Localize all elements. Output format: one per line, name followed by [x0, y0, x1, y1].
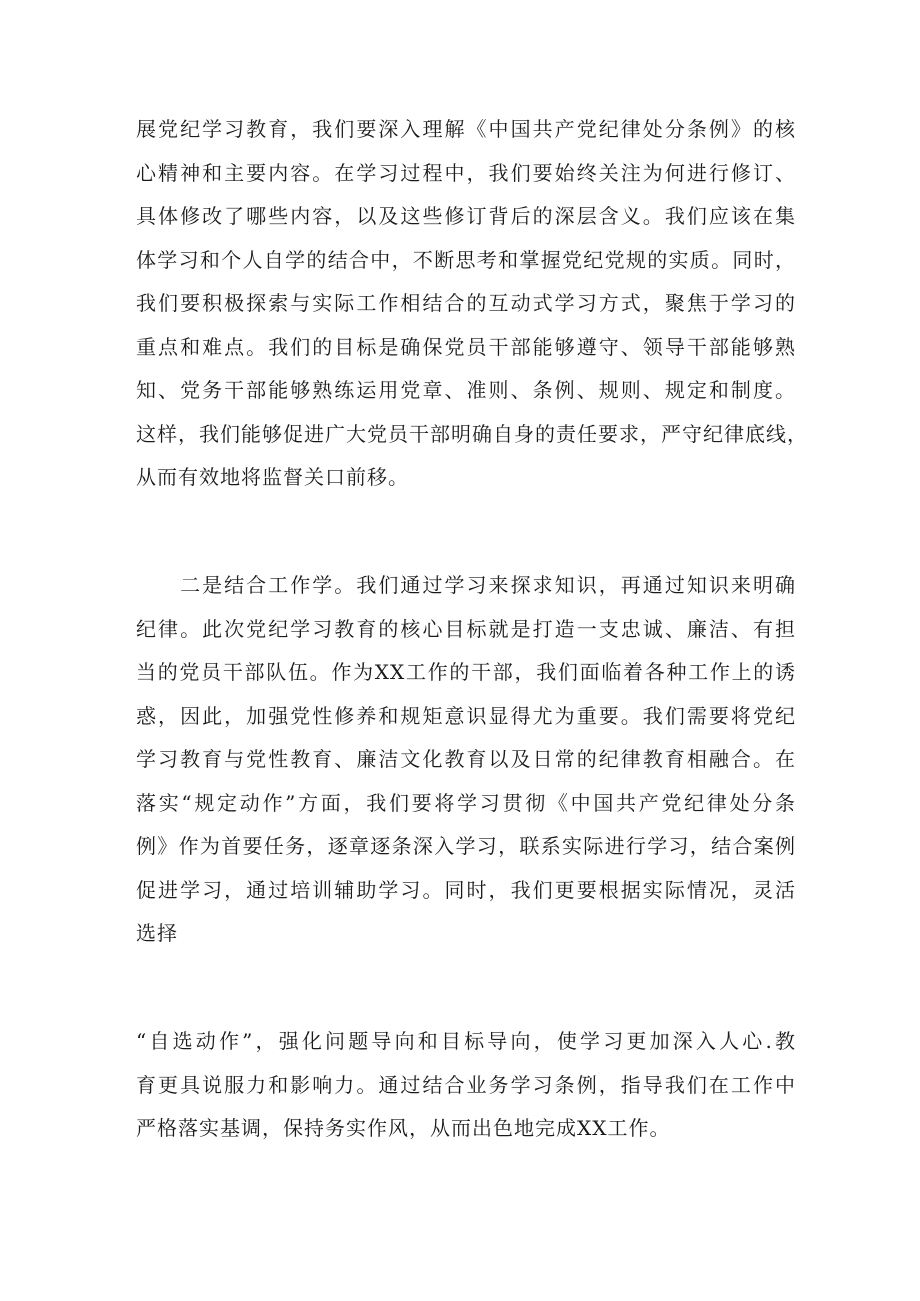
paragraph-line: 体学习和个人自学的结合中，不断思考和掌握党纪党规的实质。同时， — [136, 247, 796, 272]
paragraph-line: 具体修改了哪些内容，以及这些修订背后的深层含义。我们应该在集 — [136, 204, 796, 228]
paragraph-line: 我们要积极探索与实际工作相结合的互动式学习方式，聚焦于学习的 — [136, 291, 796, 315]
paragraph-line: 重点和难点。我们的目标是确保党员干部能够遵守、领导干部能够熟 — [136, 334, 796, 359]
paragraph-line: 严格落实基调，保持务实作风，从而出色地完成XX工作。 — [136, 1116, 671, 1140]
paragraph-line: 落实“规定动作”方面，我们要将学习贯彻《中国共产党纪律处分条 — [136, 790, 796, 815]
paragraph-line: 惑，因此，加强党性修养和规矩意识显得尤为重要。我们需要将党纪 — [136, 703, 796, 728]
paragraph-line: 学习教育与党性教育、廉洁文化教育以及日常的纪律教育相融合。在 — [136, 747, 796, 771]
paragraph-line: “自选动作”，强化问题导向和目标导向，使学习更加深入人心.教 — [136, 1029, 796, 1053]
paragraph-1 — [136, 108, 808, 500]
paragraph-line: 心精神和主要内容。在学习过程中，我们要始终关注为何进行修订、 — [136, 160, 796, 185]
paragraph-line: 二是结合工作学。我们通过学习来探求知识，再通过知识来明确 — [136, 573, 796, 597]
paragraph-line: 选择 — [136, 921, 178, 945]
paragraph-line: 例》作为首要任务，逐章逐条深入学习，联系实际进行学习，结合案例 — [136, 834, 796, 858]
paragraph-3 — [136, 1020, 796, 1151]
paragraph-line: 从而有效地将监督关口前移。 — [136, 465, 409, 489]
paragraph-line: 纪律。此次党纪学习教育的核心目标就是打造一支忠诚、廉洁、有担 — [136, 616, 796, 641]
paragraph-line: 展党纪学习教育，我们要深入理解《中国共产党纪律处分条例》的核 — [136, 117, 796, 141]
paragraph-line: 育更具说服力和影响力。通过结合业务学习条例，指导我们在工作中 — [136, 1072, 796, 1097]
paragraph-line: 这样，我们能够促进广大党员干部明确自身的责任要求，严守纪律底线， — [136, 421, 808, 446]
paragraph-line: 促进学习，通过培训辅助学习。同时，我们更要根据实际情况，灵活 — [136, 877, 796, 902]
paragraph-2 — [136, 564, 796, 956]
paragraph-line: 知、党务干部能够熟练运用党章、准则、条例、规则、规定和制度。 — [136, 378, 796, 402]
paragraph-line: 当的党员干部队伍。作为XX工作的干部，我们面临着各种工作上的诱 — [136, 660, 796, 684]
